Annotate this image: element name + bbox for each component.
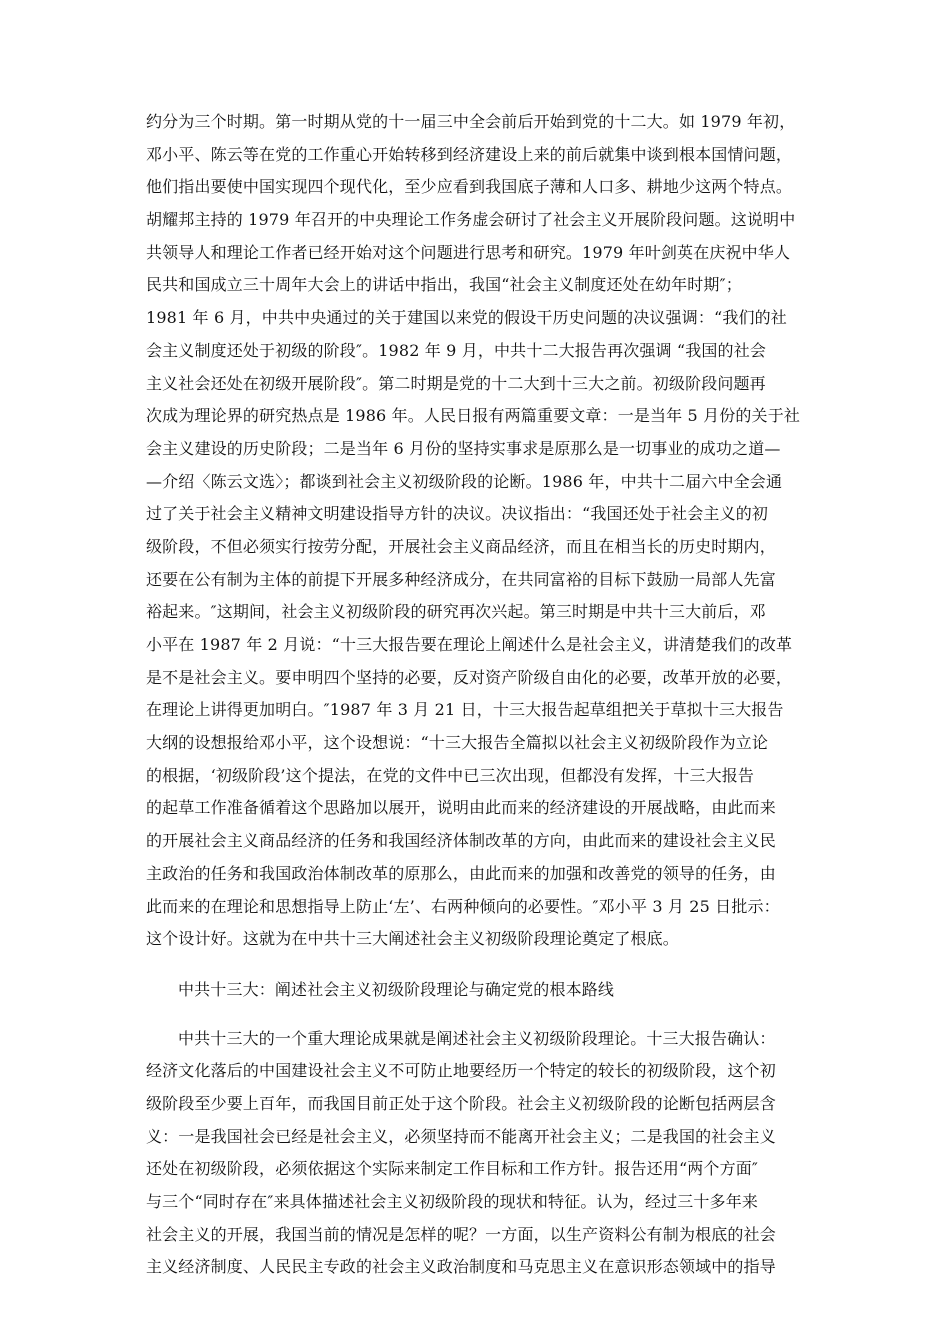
text-line: 邓小平、陈云等在党的工作重心开始转移到经济建设上来的前后就集中谈到根本国情问题， (146, 144, 793, 164)
text-line: 约分为三个时期。第一时期从党的十一届三中全会前后开始到党的十二大。如 1979 年初， (146, 112, 796, 131)
text-line: 级阶段至少要上百年，而我国目前正处于这个阶段。社会主义初级阶段的论断包括两层含 (146, 1093, 776, 1113)
text-line: 的根据，‘初级阶段’这个提法，在党的文件中已三次出现，但都没有发挥，十三大报告 (146, 765, 755, 785)
text-line: 大纲的设想报给邓小平，这个设想说：“十三大报告全篇拟以社会主义初级阶段作为立论 (146, 733, 769, 753)
text-line: 会主义制度还处于初级的阶段″。1982 年 9 月，中共十二大报告再次强调 “我国的社会 (146, 340, 766, 360)
text-line: 裕起来。″这期间，社会主义初级阶段的研究再次兴起。第三时期是中共十三大前后，邓 (146, 602, 766, 622)
text-line: 还处在初级阶段，必须依据这个实际来制定工作目标和工作方针。报告还用“两个方面″ (146, 1159, 759, 1179)
text-line: 次成为理论界的研究热点是 1986 年。人民日报有两篇重要文章：一是当年 5 月份的关于社 (146, 406, 800, 426)
paragraph-thirteenth-congress (146, 1023, 810, 1285)
text-line: 民共和国成立三十周年大会上的讲话中指出，我国“社会主义制度还处在幼年时期″； (146, 275, 742, 295)
text-line: 过了关于社会主义精神文明建设指导方针的决议。决议指出：“我国还处于社会主义的初 (146, 504, 769, 524)
text-line: 主义经济制度、人民民主专政的社会主义政治制度和马克思主义在意识形态领域中的指导 (146, 1257, 776, 1277)
text-line: 会主义建设的历史阶段；二是当年 6 月份的坚持实事求是原那么是一切事业的成功之道— (146, 438, 781, 458)
text-line: 共领导人和理论工作者已经开始对这个问题进行思考和研究。1979 年叶剑英在庆祝中华人 (146, 242, 791, 262)
text-line: 社会主义的开展，我国当前的情况是怎样的呢？一方面，以生产资料公有制为根底的社会 (146, 1224, 776, 1244)
text-line: 此而来的在理论和思想指导上防止‘左’、右两种倾向的必要性。″邓小平 3 月 25 日批示： (146, 896, 780, 916)
text-line: 的开展社会主义商品经济的任务和我国经济体制改革的方向，由此而来的建设社会主义民 (146, 831, 776, 851)
text-line: 中共十三大的一个重大理论成果就是阐述社会主义初级阶段理论。十三大报告确认： (178, 1028, 776, 1048)
text-line: 与三个“同时存在″来具体描述社会主义初级阶段的现状和特征。认为，经过三十多年来 (146, 1192, 759, 1211)
text-line: 小平在 1987 年 2 月说：“十三大报告要在理论上阐述什么是社会主义，讲清楚我们的改革 (146, 635, 793, 654)
text-line: —介绍〈陈云文选〉；都谈到社会主义初级阶段的论断。1986 年，中共十二届六中全会通 (146, 471, 783, 491)
section-heading: 中共十三大：阐述社会主义初级阶段理论与确定党的根本路线 (178, 979, 615, 999)
text-line: 级阶段，不但必须实行按劳分配，开展社会主义商品经济，而且在相当长的历史时期内， (146, 536, 776, 556)
text-line: 1981 年 6 月，中共中央通过的关于建国以来党的假设干历史问题的决议强调：“我们的社 (146, 308, 787, 328)
text-line: 他们指出要使中国实现四个现代化，至少应看到我国底子薄和人口多、耕地少这两个特点。 (146, 177, 793, 197)
text-line: 在理论上讲得更加明白。″1987 年 3 月 21 日，十三大报告起草组把关于草拟十三大报告 (146, 700, 784, 720)
text-line: 经济文化落后的中国建设社会主义不可防止地要经历一个特定的较长的初级阶段，这个初 (146, 1061, 776, 1081)
document-body (146, 106, 810, 1284)
text-line: 义：一是我国社会已经是社会主义，必须坚持而不能离开社会主义；二是我国的社会主义 (146, 1126, 776, 1146)
text-line: 还要在公有制为主体的前提下开展多种经济成分，在共同富裕的目标下鼓励一局部人先富 (146, 569, 776, 589)
text-line: 主义社会还处在初级开展阶段″。第二时期是党的十二大到十三大之前。初级阶段问题再 (146, 373, 766, 393)
text-line: 胡耀邦主持的 1979 年召开的中央理论工作务虚会研讨了社会主义开展阶段问题。这说明中 (146, 210, 796, 230)
paragraph-periods (146, 106, 810, 956)
text-line: 的起草工作准备循着这个思路加以展开，说明由此而来的经济建设的开展战略，由此而来 (146, 798, 776, 818)
text-line: 是不是社会主义。要申明四个坚持的必要，反对资产阶级自由化的必要，改革开放的必要， (146, 667, 793, 687)
text-line: 主政治的任务和我国政治体制改革的原那么，由此而来的加强和改善党的领导的任务，由 (146, 863, 776, 883)
text-line: 这个设计好。这就为在中共十三大阐述社会主义初级阶段理论奠定了根底。 (146, 929, 679, 949)
